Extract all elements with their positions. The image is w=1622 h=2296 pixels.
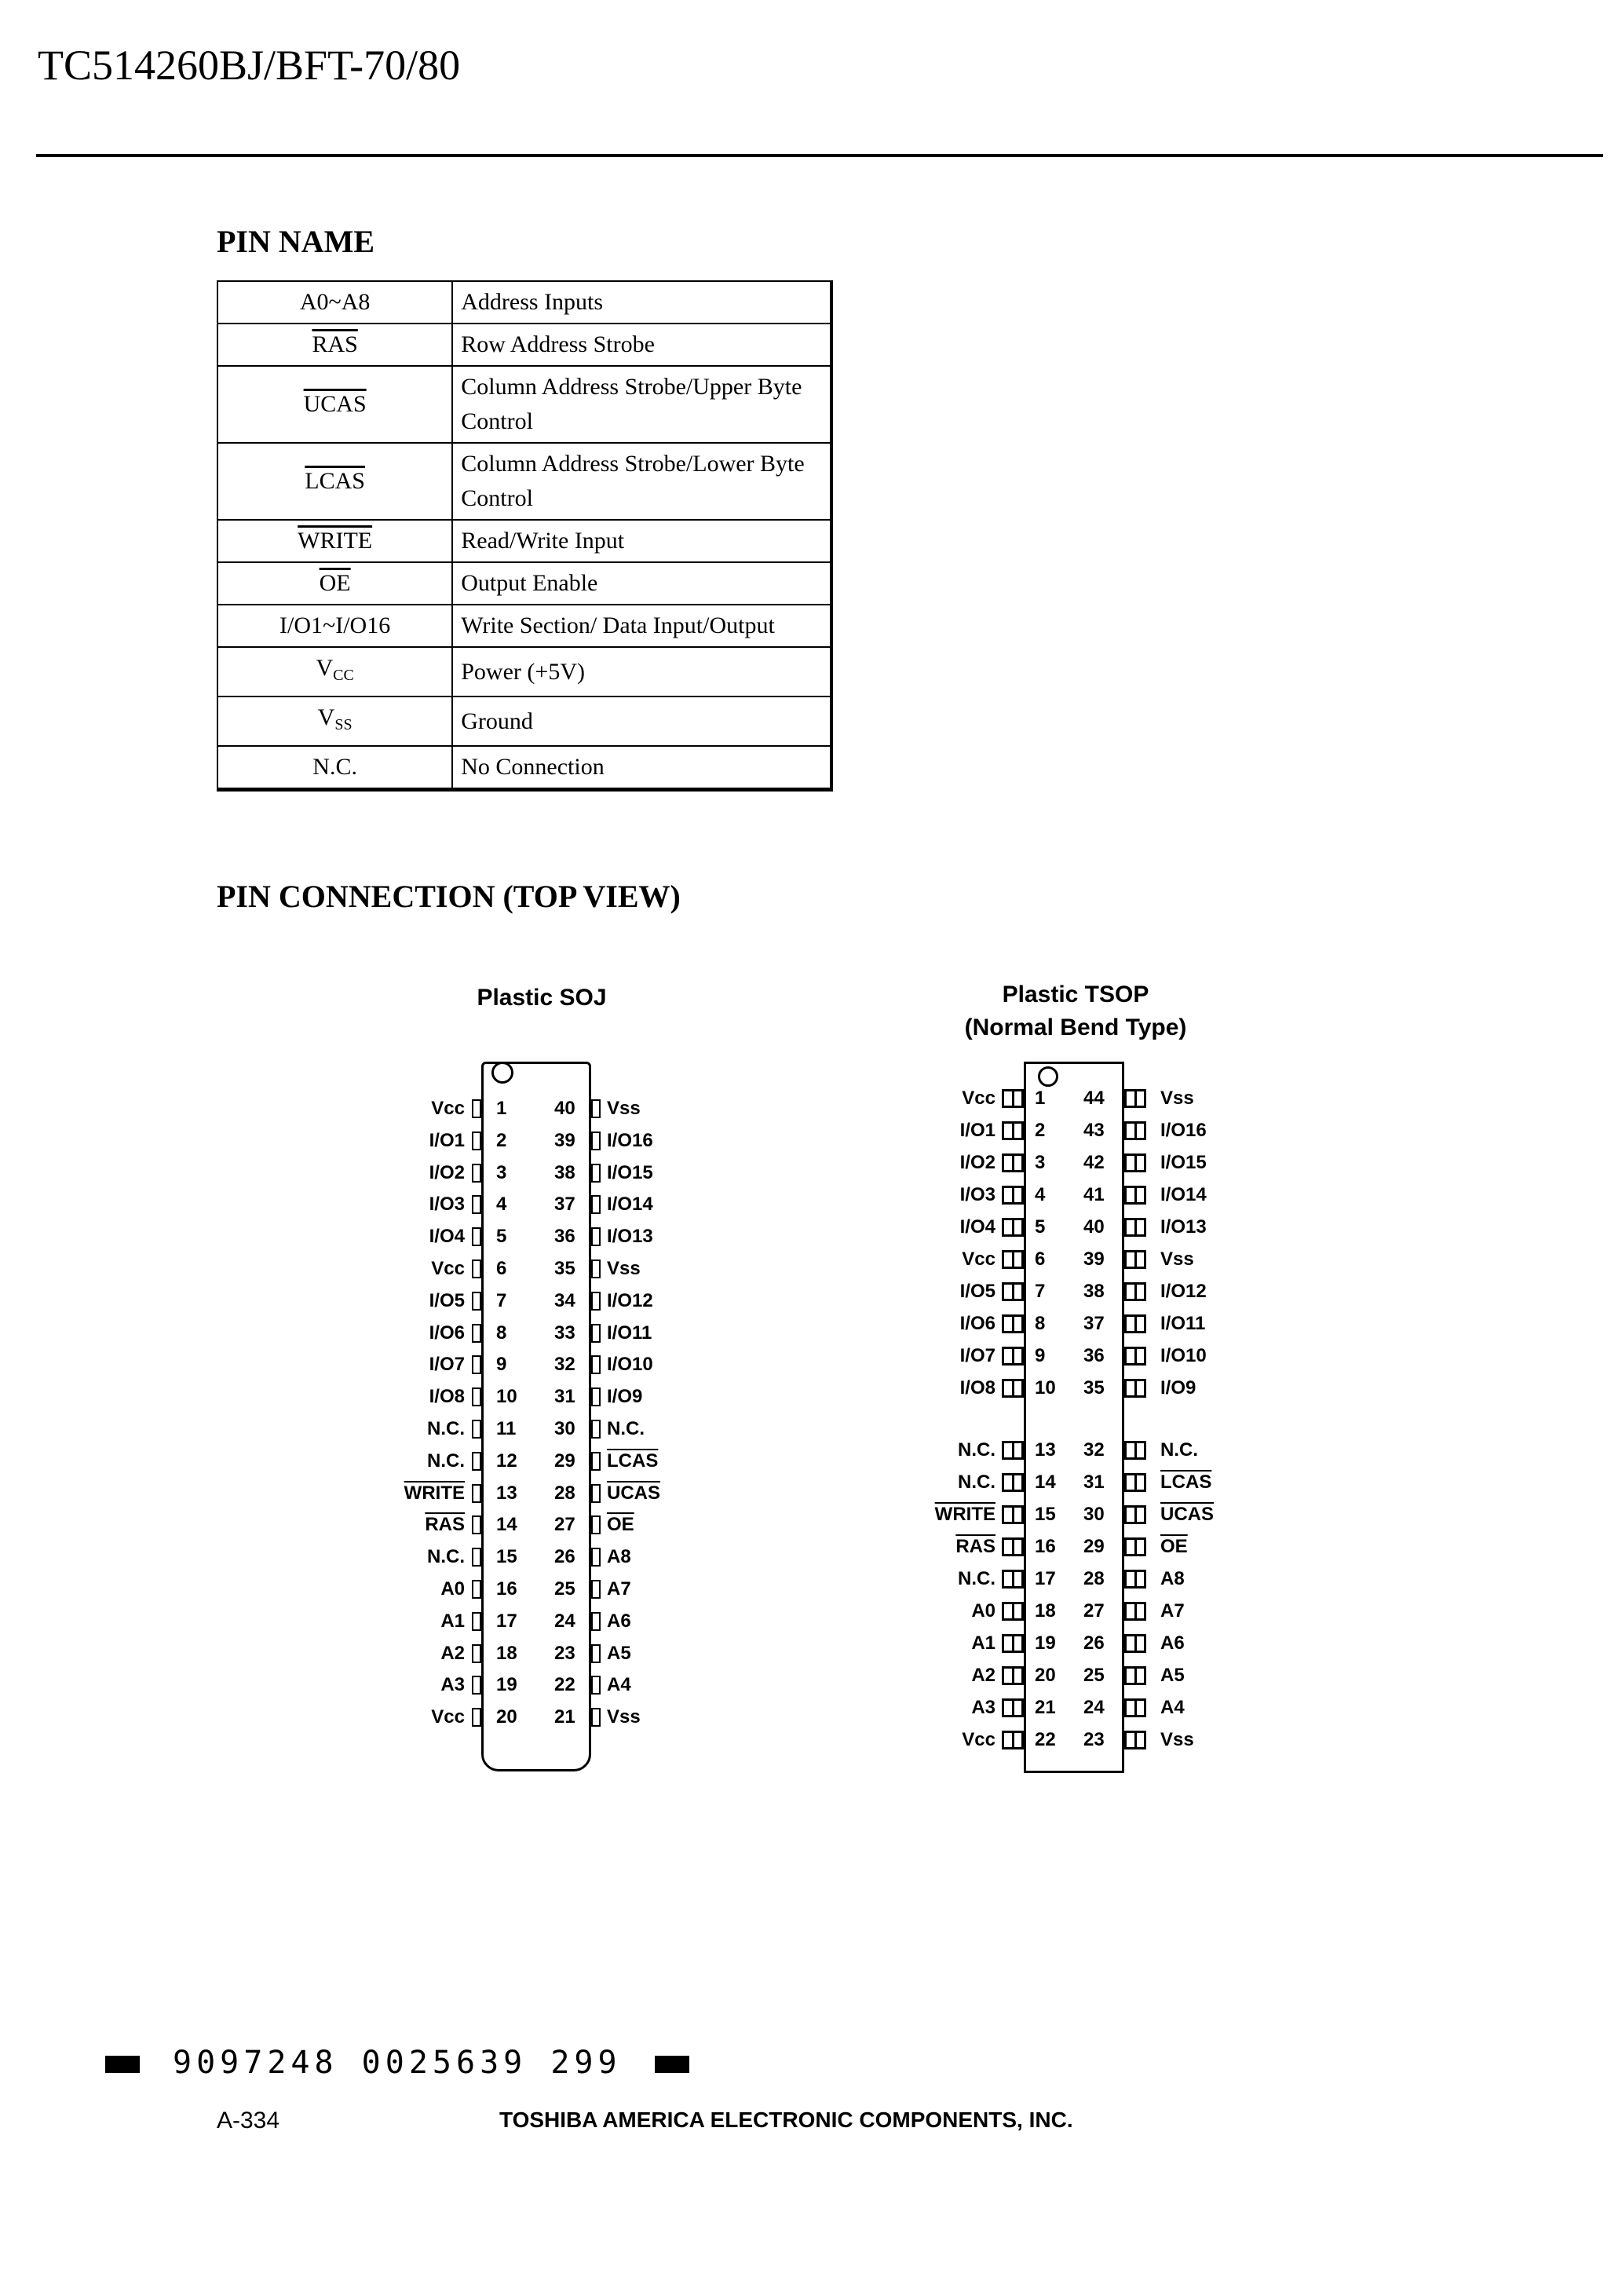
tsop-pin-label: A7 (1160, 1600, 1185, 1621)
tsop-pin-lead (1002, 1153, 1024, 1172)
tsop-pin-number: 18 (1035, 1600, 1056, 1621)
tsop-pin-lead (1002, 1121, 1024, 1140)
soj-pin-lead (472, 1548, 481, 1567)
tsop-pin-label: I/O7 (959, 1345, 995, 1366)
soj-pin-lead (591, 1612, 601, 1631)
soj-pin-label: I/O14 (607, 1194, 653, 1216)
tsop-pin-label: I/O11 (1160, 1313, 1206, 1334)
soj-pin-lead (472, 1164, 481, 1183)
tsop-pin-label: UCAS (1160, 1504, 1215, 1525)
soj-pin-number: 15 (496, 1546, 517, 1568)
tsop-pin-label: I/O2 (959, 1152, 995, 1173)
tsop-pin-lead (1124, 1602, 1146, 1621)
tsop-pin-lead (1002, 1441, 1024, 1460)
tsop-pin-label: $\overline{OE}$ (1160, 1536, 1188, 1557)
tsop-pin-label: Vss (1160, 1249, 1194, 1270)
tsop-pin-lead (1124, 1441, 1146, 1460)
tsop-pin-number: 19 (1035, 1632, 1056, 1654)
tsop-pin-label: I/O8 (959, 1377, 995, 1398)
tsop-pin-label: A2 (971, 1665, 995, 1686)
tsop-pin-label: N.C. (1160, 1439, 1198, 1461)
soj-pin-lead (472, 1227, 481, 1246)
tsop-pin-number: 4 (1035, 1184, 1046, 1205)
soj-pin-lead (472, 1484, 481, 1503)
soj-pin-number: 14 (496, 1514, 517, 1536)
soj-pin-number: 25 (554, 1578, 575, 1600)
soj-pin-lead (591, 1324, 601, 1343)
soj-pin-lead (472, 1260, 481, 1278)
tsop-pin-label: I/O9 (1160, 1377, 1196, 1398)
tsop-pin-label: I/O1 (959, 1120, 995, 1141)
description-cell: Read/Write Input (452, 520, 831, 562)
soj-pin-number: 16 (496, 1578, 517, 1600)
barcode-block-right (655, 2056, 689, 2073)
soj-pin-label: N.C. (427, 1418, 465, 1439)
tsop-pin-number: 42 (1083, 1152, 1105, 1173)
tsop-pin-number: 41 (1083, 1184, 1105, 1205)
tsop-pin-label: Vcc (962, 1249, 995, 1270)
pin-subscript: CC (333, 667, 354, 684)
soj-pin-label: LCAS (607, 1450, 659, 1472)
tsop-pin-lead (1124, 1698, 1146, 1717)
tsop-pin-lead (1002, 1379, 1024, 1398)
tsop-pin-lead (1124, 1282, 1146, 1301)
tsop-title-line1: Plastic TSOP (1002, 982, 1149, 1007)
description-cell: Address Inputs (452, 281, 831, 324)
soj-pin-lead (472, 1612, 481, 1631)
soj-pin-lead (472, 1452, 481, 1471)
tsop-pin-label: N.C. (958, 1472, 995, 1493)
tsop-pin-number: 20 (1035, 1665, 1056, 1686)
tsop-pin-lead (1002, 1089, 1024, 1108)
soj-pin-label: Vcc (431, 1098, 465, 1119)
soj-pin-number: 3 (496, 1161, 507, 1183)
description-cell: Power (+5V) (452, 647, 831, 696)
soj-pin-label: $\overline{RAS}$ (425, 1514, 465, 1536)
description-cell: Row Address Strobe (452, 324, 831, 366)
soj-pin-label: A7 (607, 1578, 631, 1600)
tsop-pin-label: Vss (1160, 1088, 1194, 1109)
soj-pin-label: A8 (607, 1546, 631, 1568)
pin1-marker-icon (491, 1062, 513, 1084)
tsop-pin-number: 6 (1035, 1249, 1046, 1270)
tsop-pin-lead (1002, 1250, 1024, 1269)
description-cell: No Connection (452, 746, 831, 790)
pin-cell: $\overline{OE}$ (319, 570, 351, 596)
tsop-pin-number: 5 (1035, 1216, 1046, 1238)
tsop-pin-label: A3 (971, 1697, 995, 1718)
soj-pin-lead (591, 1260, 601, 1278)
soj-pin-number: 13 (496, 1482, 517, 1504)
table-row (217, 696, 831, 746)
tsop-pin-lead (1002, 1537, 1024, 1556)
table-row (217, 520, 831, 562)
soj-pin-number: 2 (496, 1129, 507, 1151)
description-cell: Column Address Strobe/Lower Byte Control (452, 443, 831, 520)
tsop-pin-label: N.C. (958, 1439, 995, 1461)
soj-pin-label: A2 (440, 1642, 465, 1664)
tsop-pin-number: 22 (1035, 1729, 1056, 1750)
soj-pin-lead (591, 1644, 601, 1663)
tsop-pin-label: I/O16 (1160, 1120, 1207, 1141)
soj-pin-label: N.C. (427, 1546, 465, 1568)
soj-pin-lead (472, 1515, 481, 1534)
soj-pin-label: $\overline{OE}$ (607, 1514, 634, 1536)
tsop-pin-lead (1002, 1666, 1024, 1685)
soj-pin-number: 36 (554, 1226, 575, 1248)
tsop-pin-number: 10 (1035, 1377, 1056, 1398)
table-row (217, 746, 831, 790)
pin-cell: N.C. (217, 746, 452, 790)
tsop-pin-lead (1124, 1153, 1146, 1172)
soj-pin-label: I/O4 (429, 1226, 465, 1248)
soj-pin-number: 24 (554, 1610, 575, 1632)
soj-pin-number: 18 (496, 1642, 517, 1664)
soj-pin-label: I/O16 (607, 1129, 653, 1151)
soj-pin-label: I/O3 (429, 1194, 465, 1216)
tsop-pin-number: 37 (1083, 1313, 1105, 1334)
soj-pin-label: A0 (440, 1578, 465, 1600)
tsop-pin-label: LCAS (1160, 1472, 1212, 1493)
tsop-pin-lead (1002, 1698, 1024, 1717)
soj-pin-number: 21 (554, 1706, 575, 1728)
soj-pin-label: A6 (607, 1610, 631, 1632)
soj-pin-lead (591, 1355, 601, 1374)
tsop-pin-lead (1124, 1089, 1146, 1108)
page-number: A-334 (217, 2108, 280, 2133)
tsop-pin-lead (1002, 1314, 1024, 1333)
tsop-pin-number: 31 (1083, 1472, 1105, 1493)
tsop-pin-number: 39 (1083, 1249, 1105, 1270)
soj-pin-number: 37 (554, 1194, 575, 1216)
tsop-pin-label: I/O6 (959, 1313, 995, 1334)
tsop-pin-number: 3 (1035, 1152, 1046, 1173)
soj-pin-label: I/O5 (429, 1289, 465, 1311)
soj-pin-number: 28 (554, 1482, 575, 1504)
tsop-pin-lead (1124, 1473, 1146, 1492)
soj-pin-label: A4 (607, 1674, 631, 1696)
tsop-pin-number: 43 (1083, 1120, 1105, 1141)
soj-pin-lead (591, 1420, 601, 1439)
soj-pin-lead (472, 1132, 481, 1150)
soj-pin-label: N.C. (607, 1418, 645, 1439)
tsop-pin-number: 23 (1083, 1729, 1105, 1750)
tsop-pin-number: 16 (1035, 1536, 1056, 1557)
tsop-pin-number: 27 (1083, 1600, 1105, 1621)
tsop-pin-lead (1124, 1314, 1146, 1333)
tsop-pin-lead (1002, 1347, 1024, 1366)
soj-pin-label: WRITE (404, 1482, 465, 1504)
pin-cell: A0~A8 (217, 281, 452, 324)
tsop-pin-lead (1002, 1186, 1024, 1205)
soj-pin-lead (472, 1580, 481, 1599)
soj-pin-label: I/O8 (429, 1386, 465, 1408)
table-row (217, 281, 831, 324)
tsop-pin-label: A8 (1160, 1568, 1185, 1589)
tsop-pin-lead (1124, 1218, 1146, 1237)
soj-pin-label: I/O15 (607, 1161, 653, 1183)
soj-pin-lead (591, 1164, 601, 1183)
description-cell: Ground (452, 696, 831, 746)
soj-pin-lead (472, 1644, 481, 1663)
soj-pin-label: UCAS (607, 1482, 661, 1504)
soj-pin-number: 38 (554, 1161, 575, 1183)
tsop-pin-number: 29 (1083, 1536, 1105, 1557)
tsop-pin-number: 15 (1035, 1504, 1056, 1525)
soj-pin-label: I/O7 (429, 1354, 465, 1376)
soj-pin-lead (472, 1292, 481, 1311)
tsop-pin-number: 14 (1035, 1472, 1056, 1493)
tsop-pin-number: 7 (1035, 1281, 1046, 1302)
tsop-pin-number: 26 (1083, 1632, 1105, 1654)
pin-connection-heading: PIN CONNECTION (TOP VIEW) (217, 879, 681, 914)
tsop-pin-label: I/O14 (1160, 1184, 1207, 1205)
soj-pin-number: 5 (496, 1226, 507, 1248)
soj-pin-label: Vss (607, 1098, 641, 1119)
tsop-pin-lead (1124, 1570, 1146, 1589)
pin-cell: UCAS (303, 391, 367, 417)
soj-pin-label: I/O11 (607, 1322, 652, 1344)
tsop-pin-label: $\overline{RAS}$ (955, 1536, 995, 1557)
soj-pin-lead (591, 1195, 601, 1214)
tsop-pin-lead (1002, 1505, 1024, 1524)
soj-pin-number: 35 (554, 1258, 575, 1279)
soj-pin-number: 10 (496, 1386, 517, 1408)
soj-pin-lead (591, 1387, 601, 1406)
tsop-pin-label: A1 (971, 1632, 995, 1654)
soj-title: Plastic SOJ (477, 985, 607, 1011)
soj-pin-number: 29 (554, 1450, 575, 1472)
soj-pin-lead (472, 1387, 481, 1406)
soj-pin-number: 31 (554, 1386, 575, 1408)
soj-pin-lead (591, 1580, 601, 1599)
soj-pin-label: Vss (607, 1258, 641, 1279)
tsop-pin-lead (1124, 1537, 1146, 1556)
barcode-block-left (105, 2056, 140, 2073)
soj-pin-lead (591, 1132, 601, 1150)
tsop-pin-lead (1124, 1666, 1146, 1685)
soj-pin-lead (591, 1227, 601, 1246)
soj-pin-label: A5 (607, 1642, 631, 1664)
soj-pin-label: A1 (440, 1610, 465, 1632)
soj-pin-label: I/O10 (607, 1354, 653, 1376)
soj-pin-label: I/O1 (429, 1129, 465, 1151)
table-row (217, 605, 831, 647)
pin1-marker-icon (1038, 1066, 1058, 1087)
company-name: TOSHIBA AMERICA ELECTRONIC COMPONENTS, INC. (499, 2108, 1073, 2132)
tsop-pin-lead (1002, 1218, 1024, 1237)
tsop-pin-lead (1124, 1379, 1146, 1398)
pin-name-heading: PIN NAME (217, 224, 375, 259)
pin-cell: WRITE (298, 528, 373, 554)
soj-pin-number: 7 (496, 1289, 507, 1311)
soj-pin-lead (472, 1195, 481, 1214)
soj-pin-lead (472, 1708, 481, 1727)
soj-pin-lead (591, 1548, 601, 1567)
tsop-pin-number: 24 (1083, 1697, 1105, 1718)
document-title: TC514260BJ/BFT-70/80 (38, 42, 461, 89)
soj-pin-lead (591, 1452, 601, 1471)
soj-pin-number: 34 (554, 1289, 575, 1311)
tsop-pin-label: I/O3 (959, 1184, 995, 1205)
soj-pin-number: 30 (554, 1418, 575, 1439)
tsop-pin-lead (1002, 1473, 1024, 1492)
soj-pin-number: 22 (554, 1674, 575, 1696)
soj-pin-number: 33 (554, 1322, 575, 1344)
tsop-pin-lead (1124, 1731, 1146, 1749)
barcode-number: 9097248 0025639 299 (173, 2045, 622, 2081)
tsop-pin-number: 30 (1083, 1504, 1105, 1525)
pin-name-table (217, 280, 833, 792)
soj-pin-number: 1 (496, 1098, 507, 1119)
tsop-pin-lead (1124, 1347, 1146, 1366)
tsop-pin-label: A6 (1160, 1632, 1185, 1654)
tsop-pin-number: 36 (1083, 1345, 1105, 1366)
soj-pin-number: 39 (554, 1129, 575, 1151)
soj-pin-label: A3 (440, 1674, 465, 1696)
tsop-pin-label: N.C. (958, 1568, 995, 1589)
soj-pin-label: I/O6 (429, 1322, 465, 1344)
tsop-pin-lead (1002, 1602, 1024, 1621)
soj-pin-number: 26 (554, 1546, 575, 1568)
soj-pin-number: 4 (496, 1194, 507, 1216)
tsop-pin-number: 35 (1083, 1377, 1105, 1398)
tsop-pin-label: I/O13 (1160, 1216, 1207, 1238)
soj-pin-label: Vss (607, 1706, 641, 1728)
soj-pin-label: I/O2 (429, 1161, 465, 1183)
soj-pin-number: 40 (554, 1098, 575, 1119)
tsop-pin-number: 25 (1083, 1665, 1105, 1686)
tsop-pin-lead (1124, 1121, 1146, 1140)
tsop-pin-number: 13 (1035, 1439, 1056, 1461)
soj-pin-label: I/O12 (607, 1289, 653, 1311)
soj-pin-lead (591, 1099, 601, 1118)
pin-cell: I/O1~I/O16 (217, 605, 452, 647)
tsop-pin-lead (1124, 1634, 1146, 1653)
tsop-pin-lead (1124, 1186, 1146, 1205)
tsop-pin-label: A4 (1160, 1697, 1185, 1718)
tsop-pin-label: I/O15 (1160, 1152, 1207, 1173)
pin-cell: LCAS (305, 468, 365, 494)
tsop-pin-number: 17 (1035, 1568, 1056, 1589)
soj-pin-lead (591, 1484, 601, 1503)
tsop-pin-number: 1 (1035, 1088, 1046, 1109)
soj-pin-lead (591, 1292, 601, 1311)
tsop-pin-lead (1002, 1634, 1024, 1653)
soj-pin-label: Vcc (431, 1258, 465, 1279)
soj-pin-number: 19 (496, 1674, 517, 1696)
description-cell: Column Address Strobe/Upper Byte Control (452, 366, 831, 443)
soj-pin-number: 12 (496, 1450, 517, 1472)
soj-pin-lead (472, 1099, 481, 1118)
soj-pin-number: 8 (496, 1322, 507, 1344)
soj-pin-label: N.C. (427, 1450, 465, 1472)
pin-cell: V (316, 655, 334, 681)
table-row (217, 562, 831, 605)
tsop-pin-lead (1002, 1570, 1024, 1589)
tsop-pin-label: I/O10 (1160, 1345, 1207, 1366)
soj-pin-number: 6 (496, 1258, 507, 1279)
tsop-pin-number: 9 (1035, 1345, 1046, 1366)
tsop-pin-lead (1002, 1731, 1024, 1749)
soj-pin-lead (472, 1420, 481, 1439)
pin-cell: $\overline{RAS}$ (312, 331, 358, 357)
tsop-pin-label: I/O12 (1160, 1281, 1207, 1302)
soj-pin-number: 23 (554, 1642, 575, 1664)
tsop-pin-label: I/O4 (959, 1216, 995, 1238)
description-cell: Output Enable (452, 562, 831, 605)
soj-pin-lead (472, 1355, 481, 1374)
table-row (217, 647, 831, 696)
tsop-pin-number: 21 (1035, 1697, 1056, 1718)
tsop-title-line2: (Normal Bend Type) (964, 1015, 1187, 1040)
pin-cell: V (317, 704, 335, 730)
tsop-pin-number: 2 (1035, 1120, 1046, 1141)
tsop-pin-lead (1124, 1505, 1146, 1524)
table-row (217, 443, 831, 520)
tsop-pin-number: 8 (1035, 1313, 1046, 1334)
soj-pin-number: 17 (496, 1610, 517, 1632)
soj-pin-lead (591, 1676, 601, 1695)
soj-pin-number: 32 (554, 1354, 575, 1376)
tsop-pin-label: A5 (1160, 1665, 1185, 1686)
soj-pin-label: Vcc (431, 1706, 465, 1728)
header-rule (36, 154, 1603, 157)
description-cell: Write Section/ Data Input/Output (452, 605, 831, 647)
soj-pin-number: 9 (496, 1354, 507, 1376)
soj-pin-label: I/O13 (607, 1226, 653, 1248)
tsop-pin-label: WRITE (934, 1504, 995, 1525)
tsop-pin-number: 38 (1083, 1281, 1105, 1302)
table-row (217, 366, 831, 443)
soj-pin-label: I/O9 (607, 1386, 643, 1408)
soj-pin-number: 20 (496, 1706, 517, 1728)
tsop-pin-label: I/O5 (959, 1281, 995, 1302)
tsop-pin-number: 44 (1083, 1088, 1105, 1109)
soj-pin-lead (591, 1708, 601, 1727)
tsop-pin-lead (1124, 1250, 1146, 1269)
soj-pin-lead (591, 1515, 601, 1534)
tsop-pin-number: 28 (1083, 1568, 1105, 1589)
soj-pin-lead (472, 1324, 481, 1343)
tsop-pin-label: Vss (1160, 1729, 1194, 1750)
tsop-pin-lead (1002, 1282, 1024, 1301)
tsop-pin-number: 32 (1083, 1439, 1105, 1461)
pin-subscript: SS (334, 716, 353, 733)
tsop-pin-number: 40 (1083, 1216, 1105, 1238)
tsop-pin-label: A0 (971, 1600, 995, 1621)
table-row (217, 324, 831, 366)
soj-pin-lead (472, 1676, 481, 1695)
soj-pin-number: 11 (496, 1418, 517, 1439)
tsop-pin-label: Vcc (962, 1088, 995, 1109)
tsop-pin-label: Vcc (962, 1729, 995, 1750)
soj-pin-number: 27 (554, 1514, 575, 1536)
